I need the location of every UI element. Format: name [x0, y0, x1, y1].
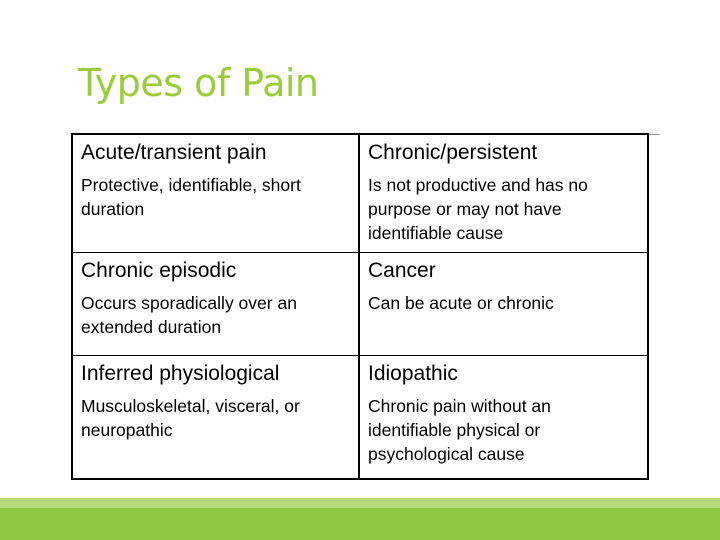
cell-heading: Idiopathic: [368, 362, 458, 385]
cell-description: Chronic pain without an identifiable physical or psychological cause: [368, 396, 551, 464]
cell-heading: Acute/transient pain: [81, 141, 267, 164]
cell-description: Is not productive and has no purpose or may not have identifiable cause: [368, 175, 588, 243]
table-cell-chronic-episodic: [73, 253, 360, 356]
table-cell-inferred-physiological: [73, 356, 360, 478]
cell-description: Musculoskeletal, visceral, or neuropathic: [81, 396, 300, 440]
table-cell-chronic-persistent: [360, 135, 647, 253]
cell-heading: Inferred physiological: [81, 362, 280, 385]
cell-description: Can be acute or chronic: [368, 293, 554, 313]
table-cell-idiopathic: [360, 356, 647, 478]
table-cell-acute: [73, 135, 360, 253]
cell-description: Protective, identifiable, short duration: [81, 175, 301, 219]
slide-title: Types of Pain: [78, 61, 319, 105]
table-cell-cancer: [360, 253, 647, 356]
cell-heading: Chronic/persistent: [368, 141, 538, 164]
pain-types-table: [71, 133, 649, 480]
footer-band-highlight: [0, 498, 720, 508]
cell-heading: Cancer: [368, 259, 436, 282]
cell-description: Occurs sporadically over an extended duration: [81, 293, 297, 337]
cell-heading: Chronic episodic: [81, 259, 237, 282]
